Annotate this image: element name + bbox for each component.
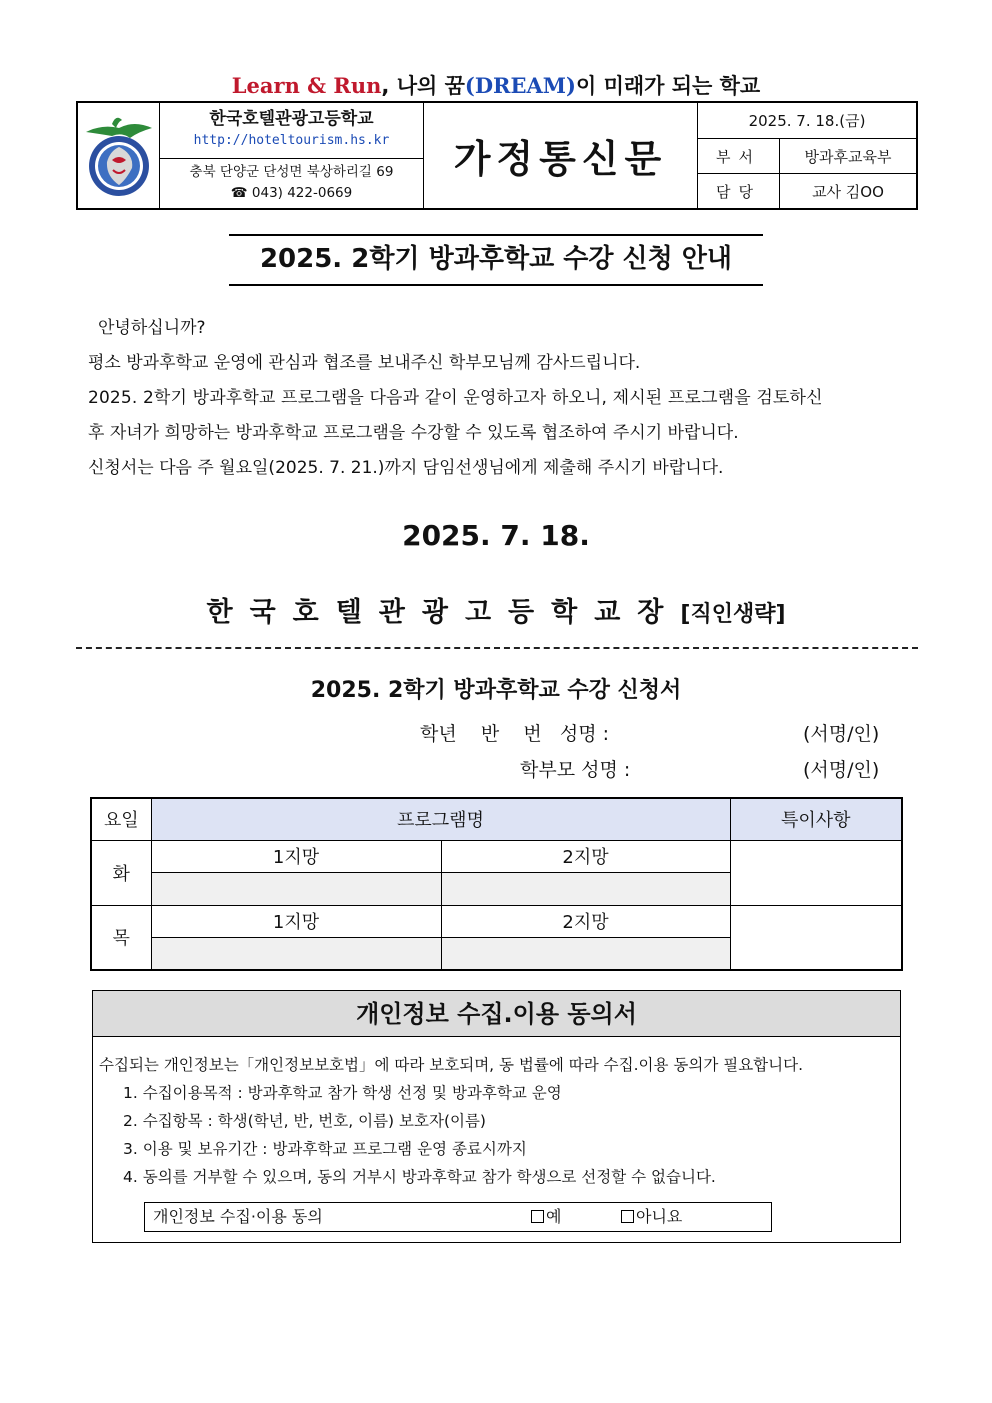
tue-choice2-label: 2지망 [441, 840, 730, 872]
consent-item: 3. 이용 및 보유기간 : 방과후학교 프로그램 운영 종료시까지 [123, 1140, 527, 1158]
application-table [90, 797, 903, 971]
parent-name-label: 학부모 성명 : [520, 759, 631, 781]
consent-text [99, 1051, 899, 1191]
day-thu: 목 [91, 905, 151, 970]
form-title: 2025. 2학기 방과후학교 수강 신청서 [310, 678, 682, 703]
greeting-text: 안녕하십니까? [98, 318, 206, 338]
slogan-text-2: 이 미래가 되는 학교 [575, 74, 761, 98]
principal-signature [0, 590, 992, 629]
slogan-learn-run: Learn & Run [231, 73, 382, 98]
consent-item: 1. 수집이용목적 : 방과후학교 참가 학생 선정 및 방과후학교 운영 [123, 1084, 562, 1102]
school-logo-cell [78, 103, 160, 208]
slogan-text-1: , 나의 꿈 [381, 74, 465, 98]
school-name-block [160, 103, 423, 159]
slogan-dream: (DREAM) [464, 73, 576, 98]
tue-note-field[interactable] [730, 840, 902, 905]
thu-choice2-label: 2지망 [441, 905, 730, 937]
document-title: 가정통신문 [424, 103, 698, 208]
school-address: 충북 단양군 단성면 북상하리길 69 [189, 164, 394, 180]
consent-title: 개인정보 수집.이용 동의서 [93, 991, 900, 1037]
dept-label: 부서 [698, 139, 780, 174]
col-day-header: 요일 [91, 798, 151, 840]
agree-no-option[interactable] [621, 1203, 682, 1231]
yes-checkbox[interactable] [531, 1210, 544, 1223]
no-label: 아니요 [636, 1207, 683, 1226]
dept-value: 방과후교육부 [780, 139, 916, 174]
notice-body [88, 311, 918, 486]
tue-choice1-label: 1지망 [151, 840, 441, 872]
privacy-consent-box [92, 990, 901, 1243]
student-name-label: 학년 반 번 성명 : [420, 723, 610, 745]
yes-label: 예 [546, 1207, 562, 1226]
tue-choice2-field[interactable] [441, 872, 730, 905]
student-sign[interactable]: (서명/인) [803, 723, 880, 745]
agree-label: 개인정보 수집·이용 동의 [153, 1207, 323, 1226]
issue-date: 2025. 7. 18. [402, 519, 590, 552]
agree-yes-option[interactable] [531, 1203, 561, 1231]
col-program-header: 프로그램명 [151, 798, 730, 840]
consent-agree-row [144, 1202, 772, 1232]
cut-line [76, 647, 918, 649]
consent-item: 2. 수집항목 : 학생(학년, 반, 번호, 이름) 보호자(이름) [123, 1112, 486, 1130]
school-slogan [0, 70, 992, 100]
document-date: 2025. 7. 18.(금) [698, 103, 916, 139]
school-contact-block [160, 159, 423, 208]
seal-omitted: [직인생략] [680, 602, 786, 627]
consent-item: 4. 동의를 거부할 수 있으며, 동의 거부시 방과후학교 참가 학생으로 선정할 수 없습니다. [123, 1168, 716, 1186]
staff-value: 교사 김OO [812, 183, 884, 201]
school-logo-icon [82, 110, 156, 202]
thu-choice1-field[interactable] [151, 937, 441, 970]
staff-label: 담당 [698, 174, 780, 209]
consent-intro: 수집되는 개인정보는「개인정보보호법」에 따라 보호되며, 동 법률에 따라 수집.이용 동의가 필요합니다. [99, 1056, 804, 1074]
letter-header [76, 101, 918, 210]
tue-choice1-field[interactable] [151, 872, 441, 905]
parent-sign[interactable]: (서명/인) [803, 759, 880, 781]
body-line-3: 후 자녀가 희망하는 방과후학교 프로그램을 수강할 수 있도록 협조하여 주시기 바랍니다. [88, 423, 739, 443]
col-note-header: 특이사항 [730, 798, 902, 840]
school-name: 한국호텔관광고등학교 [209, 109, 374, 129]
principal-name: 한국호텔관광고등학교장 [206, 597, 681, 628]
school-url-link[interactable]: http://hoteltourism.hs.kr [193, 133, 390, 148]
body-line-1: 평소 방과후학교 운영에 관심과 협조를 보내주신 학부모님께 감사드립니다. [88, 353, 641, 373]
body-line-4: 신청서는 다음 주 월요일(2025. 7. 21.)까지 담임선생님에게 제출해 주시기 바랍니다. [88, 458, 724, 478]
day-tue: 화 [91, 840, 151, 905]
thu-choice2-field[interactable] [441, 937, 730, 970]
thu-note-field[interactable] [730, 905, 902, 970]
body-line-2: 2025. 2학기 방과후학교 프로그램을 다음과 같이 운영하고자 하오니, 제시된 프로그램을 검토하신 [88, 388, 823, 408]
school-phone: ☎ 043) 422-0669 [230, 185, 353, 201]
no-checkbox[interactable] [621, 1210, 634, 1223]
notice-heading: 2025. 2학기 방과후학교 수강 신청 안내 [229, 234, 763, 286]
school-info-cell [160, 103, 424, 208]
thu-choice1-label: 1지망 [151, 905, 441, 937]
